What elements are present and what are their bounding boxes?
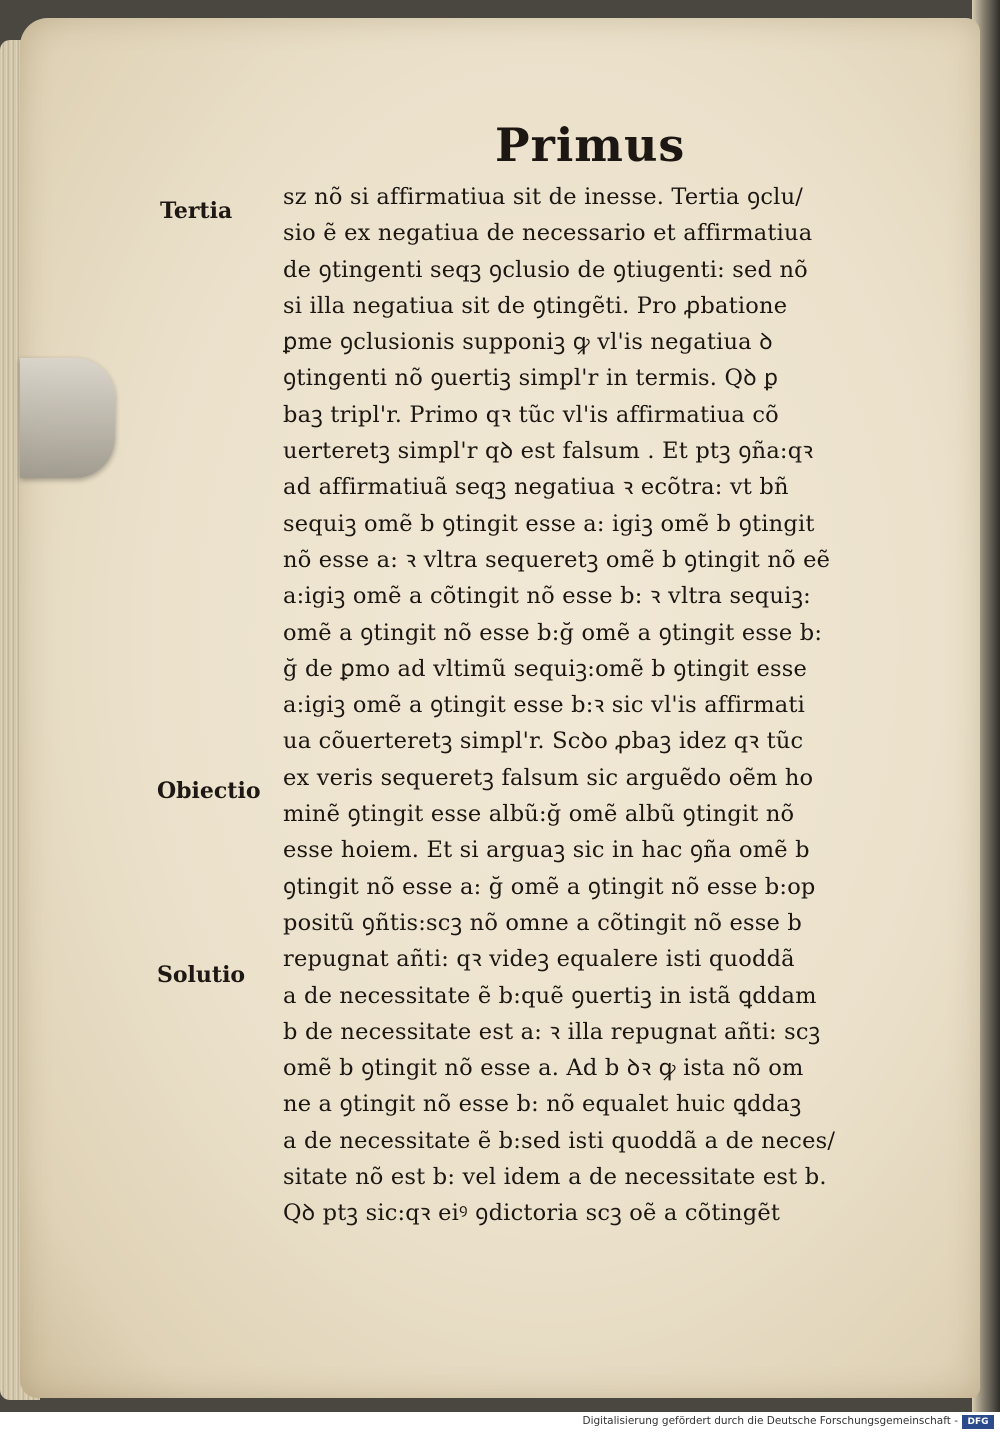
text-line: nõ esse a: ꝛ vltra sequeretꝫ omẽ b ꝯtingit nõ eẽ — [283, 546, 831, 573]
page-clip — [20, 358, 115, 478]
text-line: ꝯtingit nõ esse a: ğ omẽ a ꝯtingit nõ esse b:op — [283, 873, 816, 900]
margin-note-tertia: Tertia — [160, 198, 233, 224]
text-line: sitate nõ est b: vel idem a de necessitate est b. — [283, 1164, 827, 1191]
text-line: sio ẽ ex negatiua de necessario et affirmatiua — [283, 220, 813, 247]
digitization-footer — [0, 1412, 1000, 1433]
text-line: baꝫ tripl'r. Primo qꝛ tũc vl'is affirmatiua cõ — [283, 401, 779, 428]
text-line: de ꝯtingenti seqꝫ ꝯclusio de ꝯtiugenti: sed nõ — [283, 256, 808, 283]
text-line: sequiꝫ omẽ b ꝯtingit esse a: igiꝫ omẽ b ꝯtingit — [283, 510, 815, 537]
text-line: ꝯtingenti nõ ꝯuertiꝫ simpl'r in termis. Qꝺ ꝑ — [283, 365, 779, 392]
margin-note-obiectio: Obiectio — [157, 778, 261, 804]
text-line: ad affirmatiuã seqꝫ negatiua ꝛ ecõtra: vt bñ — [283, 474, 789, 501]
text-line: omẽ a ꝯtingit nõ esse b:ğ omẽ a ꝯtingit esse b: — [283, 619, 823, 646]
funding-credit: Digitalisierung gefördert durch die Deutsche Forschungsgemeinschaft - — [582, 1415, 958, 1427]
text-line: a:igiꝫ omẽ a ꝯtingit esse b:ꝛ sic vl'is affirmati — [283, 692, 806, 719]
text-line: sz nõ si affirmatiua sit de inesse. Tertia ꝯclu/ — [283, 184, 804, 210]
text-line: esse hoiem. Et si arguaꝫ sic in hac ꝯña omẽ b — [283, 837, 810, 864]
text-line: minẽ ꝯtingit esse albũ:ğ omẽ albũ ꝯtingit nõ — [283, 801, 795, 828]
running-header: Primus — [495, 118, 686, 172]
text-line: positũ ꝯñtis:scꝫ nõ omne a cõtingit nõ esse b — [283, 909, 802, 936]
dfg-logo[interactable]: DFG — [962, 1415, 994, 1429]
text-line: a de necessitate ẽ b:quẽ ꝯuertiꝫ in istã ꝗddam — [283, 982, 817, 1009]
text-line: a de necessitate ẽ b:sed isti quoddã a de neces/ — [283, 1127, 836, 1154]
main-text-block — [283, 179, 843, 1232]
text-line: uerteretꝫ simpl'r qꝺ est falsum . Et ptꝫ ꝯña:qꝛ — [283, 438, 814, 465]
text-line: repugnat añti: qꝛ videꝫ equalere isti quoddã — [283, 946, 795, 973]
text-line: ua cõuerteretꝫ simpl'r. Scꝺo ꝓbaꝫ idez qꝛ tũc — [283, 728, 804, 755]
text-line: omẽ b ꝯtingit nõ esse a. Ad b ꝺꝛ ꝙ ista nõ om — [283, 1055, 804, 1082]
text-line: si illa negatiua sit de ꝯtingẽti. Pro ꝓbatione — [283, 292, 788, 319]
text-line: a:igiꝫ omẽ a cõtingit nõ esse b: ꝛ vltra sequiꝫ: — [283, 583, 811, 610]
text-line: b de necessitate est a: ꝛ illa repugnat añti: scꝫ — [283, 1018, 821, 1045]
text-line: Qꝺ ptꝫ sic:qꝛ eiꝰ ꝯdictoria scꝫ oẽ a cõtingẽt — [283, 1200, 781, 1227]
text-line: ğ de ꝑmo ad vltimũ sequiꝫ:omẽ b ꝯtingit esse — [283, 655, 808, 682]
text-line: ex veris sequeretꝫ falsum sic arguẽdo oẽm ho — [283, 764, 814, 791]
margin-note-solutio: Solutio — [157, 962, 246, 988]
text-line: ne a ꝯtingit nõ esse b: nõ equalet huic ꝗddaꝫ — [283, 1091, 802, 1118]
text-line: ꝑme ꝯclusionis supponiꝫ ꝙ vl'is negatiua ꝺ — [283, 329, 773, 356]
